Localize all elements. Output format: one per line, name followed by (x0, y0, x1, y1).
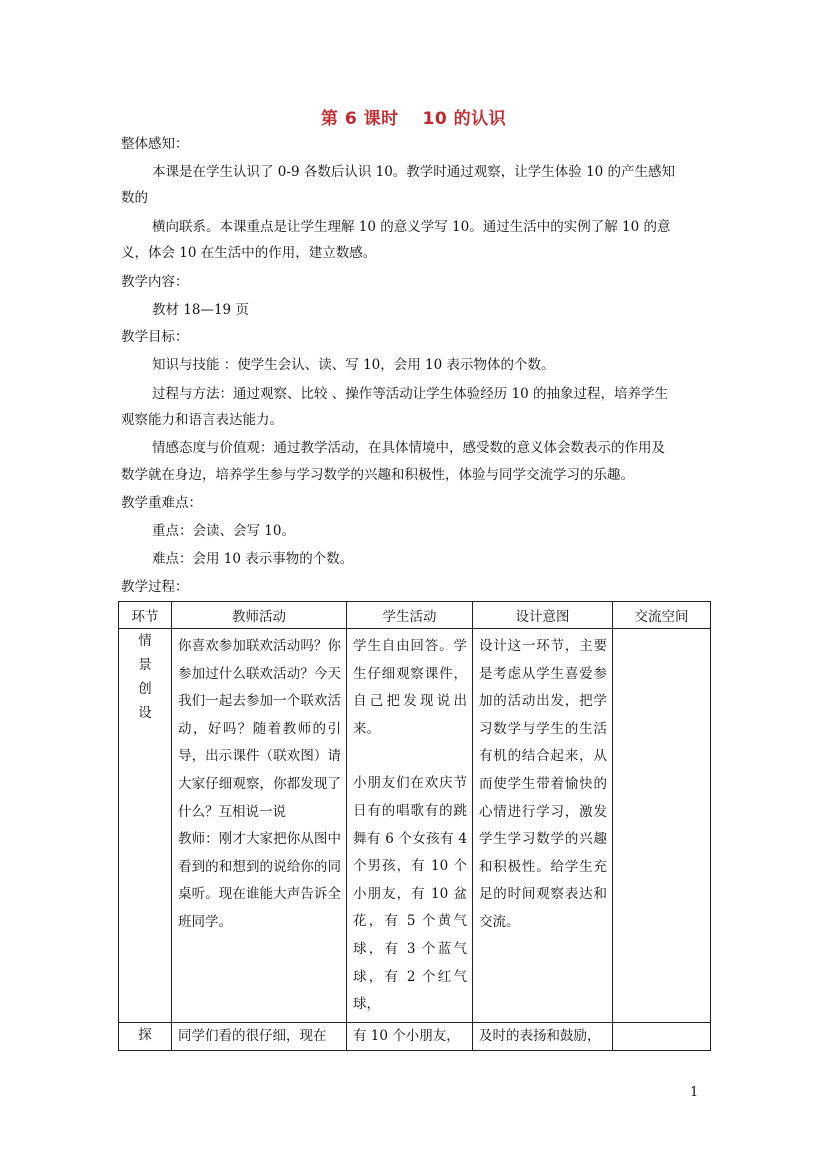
teacher-activity-text: 同学们看的很仔细，现在 (178, 1028, 327, 1044)
exchange-space-text (613, 1023, 710, 1029)
goal-knowledge: 知识与技能 ：使学生会认、读、写 10，会用 10 表示物体的个数。 (152, 357, 555, 373)
page-number: 1 (690, 1085, 699, 1100)
goals-label: 教学目标： (121, 329, 189, 345)
goal-process-line-2: 观察能力和语言表达能力。 (121, 412, 283, 428)
header-teacher: 教师活动 (172, 602, 347, 629)
header-design: 设计意图 (473, 602, 613, 629)
student-activity-text-b: 小朋友们在欢庆节日有的唱歌有的跳舞有 6 个女孩有 4 个男孩，有 10 个小朋友，有 10 盆花，有 5 个黄气球，有 3 个蓝气球，有 2 个红气球， (353, 775, 467, 1013)
header-stage: 环节 (119, 602, 172, 629)
process-label: 教学过程： (121, 579, 189, 595)
goal-process-line-1: 过程与方法：通过观察、比较 、操作等活动让学生体验经历 10 的抽象过程，培养学生 (152, 386, 669, 402)
content-text: 教材 18—19 页 (152, 302, 249, 318)
stage-cell (119, 1023, 172, 1051)
exchange-space-cell (613, 1023, 711, 1051)
header-space: 交流空间 (613, 602, 711, 629)
stage-char: 探 (138, 1027, 152, 1043)
student-activity-cell (347, 1023, 473, 1051)
design-intent-text: 设计这一环节，主要是考虑从学生喜爱参加的活动出发，把学习数学与学生的生活有机的结合起来，从而使学生带着愉快的心情进行学习，激发学生学习数学的兴趣和积极性。给学生充足的时间观察表达和交流。 (479, 638, 607, 930)
teacher-activity-cell (172, 1023, 347, 1051)
teacher-activity-text: 你喜欢参加联欢活动吗？你参加过什么联欢活动？今天我们一起去参加一个联欢活动，好吗？随着教师的引导，出示课件（联欢图）请大家仔细观察，你都发现了什么？互相说一说 教师：刚才大家把你从图中看到的和想到的说给你的同桌听。现在谁能大声告诉全班同学。 (178, 638, 341, 930)
table-row (119, 1023, 711, 1051)
teaching-process-table (118, 601, 711, 1051)
exchange-space-text (613, 629, 710, 635)
overall-paragraph-2-line-1: 横向联系。本课重点是让学生理解 10 的意义学写 10。通过生活中的实例了解 10 的意 (152, 219, 671, 235)
stage-char: 情 (138, 633, 152, 649)
stage-char: 创 (138, 681, 152, 697)
keypoints-label: 教学重难点： (121, 495, 202, 511)
design-intent-text: 及时的表扬和鼓励， (479, 1028, 601, 1044)
table-header-row (119, 602, 711, 629)
stage-char: 景 (138, 657, 152, 673)
stage-char: 设 (138, 705, 152, 721)
stage-cell (119, 629, 172, 1023)
student-activity-text-a: 学生自由回答。学生仔细观察课件，自己把发现说出来。 (353, 638, 467, 737)
header-student: 学生活动 (347, 602, 473, 629)
design-intent-cell (473, 629, 613, 1023)
student-activity-text: 有 10 个小朋友， (353, 1028, 460, 1044)
overall-label: 整体感知： (121, 136, 189, 152)
overall-paragraph-2-line-2: 义，体会 10 在生活中的作用，建立数感。 (121, 245, 377, 261)
content-label: 教学内容： (121, 274, 189, 290)
student-activity-cell (347, 629, 473, 1023)
key-point: 重点：会读、会写 10。 (152, 523, 295, 539)
goal-emotion-line-1: 情感态度与价值观：通过教学活动，在具体情境中，感受数的意义体会数表示的作用及 (152, 440, 665, 456)
design-intent-cell (473, 1023, 613, 1051)
lesson-title: 第 6 课时 10 的认识 (320, 109, 507, 129)
exchange-space-cell (613, 629, 711, 1023)
difficult-point: 难点：会用 10 表示事物的个数。 (152, 551, 354, 567)
overall-paragraph-1-line-1: 本课是在学生认识了 0-9 各数后认识 10。教学时通过观察，让学生体验 10 的产生感知 (152, 164, 676, 180)
goal-emotion-line-2: 数学就在身边，培养学生参与学习数学的兴趣和积极性，体验与同学交流学习的乐趣。 (121, 467, 634, 483)
overall-paragraph-1-line-2: 数的 (121, 190, 148, 206)
table-row (119, 629, 711, 1023)
teacher-activity-cell (172, 629, 347, 1023)
